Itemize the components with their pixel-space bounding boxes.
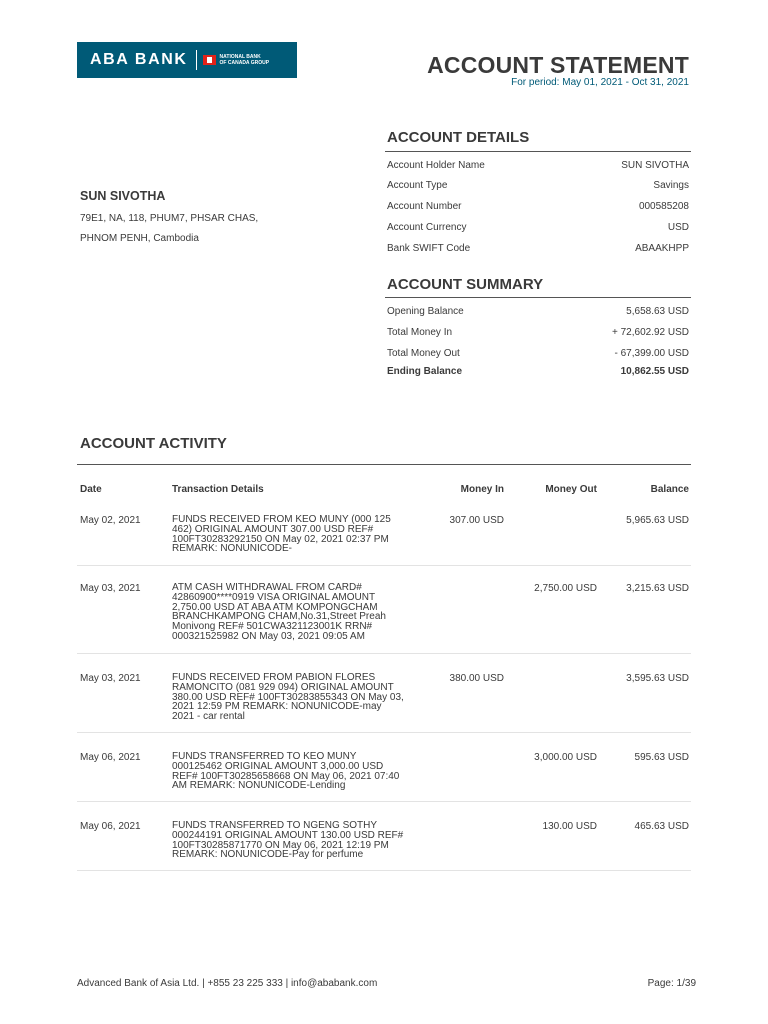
money-in: 307.00 USD: [449, 515, 504, 526]
details-line: REMARK: NONUNICODE-: [172, 543, 293, 555]
holder-address-line2: PHNOM PENH, Cambodia: [80, 233, 199, 244]
statement-period: For period: May 01, 2021 - Oct 31, 2021: [511, 77, 689, 88]
detail-row: [387, 180, 689, 191]
money-out: 2,750.00 USD: [534, 583, 597, 594]
money-out: 130.00 USD: [542, 821, 597, 832]
balance: 3,215.63 USD: [626, 583, 689, 594]
transaction-date: May 03, 2021: [80, 583, 141, 594]
transaction-details: [172, 752, 422, 791]
detail-label: Account Currency: [387, 222, 467, 233]
details-line: 42860900****0919 VISA ORIGINAL AMOUNT: [172, 591, 376, 603]
account-activity-rule: [77, 464, 691, 465]
transaction-details: [172, 515, 422, 554]
bank-logo: [77, 42, 297, 78]
footer-contact: Advanced Bank of Asia Ltd. | +855 23 225 333 | info@ababank.com: [77, 978, 378, 989]
detail-row: [387, 160, 689, 171]
row-divider: [77, 870, 691, 871]
row-divider: [77, 801, 691, 802]
account-details-rule: [385, 151, 691, 152]
logo-tagline: NATIONAL BANK OF CANADA GROUP: [219, 54, 270, 66]
summary-label: Total Money In: [387, 327, 453, 338]
detail-row: [387, 222, 689, 233]
summary-row-ending: [387, 366, 689, 377]
details-line: Monivong REF# 501CWA321123001K RRN#: [172, 621, 373, 633]
balance: 3,595.63 USD: [626, 673, 689, 684]
money-in: 380.00 USD: [449, 673, 504, 684]
logo-text: ABA BANK: [90, 51, 188, 68]
details-line: 000125462 ORIGINAL AMOUNT 3,000.00 USD: [172, 760, 384, 772]
summary-row: [387, 306, 689, 317]
summary-label: Total Money Out: [387, 348, 460, 359]
summary-row: [387, 348, 689, 359]
details-line: RAMONCITO (081 929 094) ORIGINAL AMOUNT: [172, 681, 394, 693]
details-line: ATM CASH WITHDRAWAL FROM CARD#: [172, 582, 362, 593]
detail-value: Savings: [653, 180, 689, 191]
account-details-heading: ACCOUNT DETAILS: [387, 129, 530, 146]
balance: 5,965.63 USD: [626, 515, 689, 526]
row-divider: [77, 732, 691, 733]
summary-label: Ending Balance: [387, 366, 463, 377]
balance: 465.63 USD: [634, 821, 689, 832]
balance: 595.63 USD: [634, 752, 689, 763]
summary-value: - 67,399.00 USD: [614, 348, 689, 359]
column-header-details: Transaction Details: [172, 484, 264, 495]
detail-value: SUN SIVOTHA: [621, 160, 689, 171]
transaction-details: [172, 583, 422, 642]
details-line: 000321525982 ON May 03, 2021 09:05 AM: [172, 630, 365, 642]
holder-block: [80, 189, 258, 249]
details-line: 2,750.00 USD AT ABA ATM KOMPONGCHAM: [172, 601, 378, 613]
details-line: FUNDS RECEIVED FROM PABION FLORES: [172, 672, 376, 683]
footer-page-number: Page: 1/39: [647, 978, 696, 989]
details-line: FUNDS TRANSFERRED TO KEO MUNY: [172, 751, 357, 762]
details-line: REF# 100FT30285658668 ON May 06, 2021 07:40: [172, 770, 400, 782]
column-header-money-out: Money Out: [545, 484, 597, 495]
transaction-details: [172, 673, 422, 722]
detail-label: Account Holder Name: [387, 160, 485, 171]
summary-value: + 72,602.92 USD: [612, 327, 689, 338]
column-header-money-in: Money In: [460, 484, 504, 495]
details-line: BRANCHKAMPONG CHAM,No.31,Street Preah: [172, 611, 386, 623]
details-line: FUNDS RECEIVED FROM KEO MUNY (000 125: [172, 514, 391, 525]
details-line: 100FT30285871770 ON May 06, 2021 12:19 PM: [172, 839, 389, 851]
transaction-date: May 03, 2021: [80, 673, 141, 684]
row-divider: [77, 653, 691, 654]
details-line: AM REMARK: NONUNICODE-Lending: [172, 780, 346, 792]
row-divider: [77, 565, 691, 566]
summary-row: [387, 327, 689, 338]
detail-value: USD: [667, 222, 689, 233]
summary-label: Opening Balance: [387, 306, 464, 317]
flag-icon: [203, 55, 216, 65]
detail-value: 000585208: [638, 201, 689, 212]
column-header-date: Date: [80, 484, 102, 495]
details-line: 100FT30283292150 ON May 02, 2021 02:37 PM: [172, 533, 389, 545]
summary-value: 5,658.63 USD: [626, 306, 689, 317]
logo-divider: [196, 50, 197, 70]
detail-row: [387, 201, 689, 212]
account-activity-heading: ACCOUNT ACTIVITY: [80, 435, 227, 452]
details-line: FUNDS TRANSFERRED TO NGENG SOTHY: [172, 820, 378, 831]
detail-label: Bank SWIFT Code: [387, 243, 471, 254]
details-line: 2021 12:59 PM REMARK: NONUNICODE-may: [172, 701, 382, 713]
detail-label: Account Number: [387, 201, 462, 212]
transaction-date: May 06, 2021: [80, 821, 141, 832]
holder-name: SUN SIVOTHA: [80, 189, 166, 203]
account-summary-heading: ACCOUNT SUMMARY: [387, 276, 544, 293]
details-line: REMARK: NONUNICODE-Pay for perfume: [172, 849, 364, 861]
detail-row: [387, 243, 689, 254]
detail-value: ABAAKHPP: [635, 243, 689, 254]
money-out: 3,000.00 USD: [534, 752, 597, 763]
account-summary-rule: [385, 297, 691, 298]
details-line: 462) ORIGINAL AMOUNT 307.00 USD REF#: [172, 523, 374, 535]
holder-address-line1: 79E1, NA, 118, PHUM7, PHSAR CHAS,: [80, 213, 259, 224]
transaction-details: [172, 821, 422, 860]
transaction-date: May 06, 2021: [80, 752, 141, 763]
details-line: 380.00 USD REF# 100FT30283855343 ON May 03,: [172, 691, 404, 703]
details-line: 000244191 ORIGINAL AMOUNT 130.00 USD REF#: [172, 829, 404, 841]
column-header-balance: Balance: [650, 484, 689, 495]
statement-title: ACCOUNT STATEMENT: [427, 52, 689, 78]
summary-value: 10,862.55 USD: [620, 366, 689, 377]
transaction-date: May 02, 2021: [80, 515, 141, 526]
detail-label: Account Type: [387, 180, 448, 191]
details-line: 2021 - car rental: [172, 711, 245, 723]
